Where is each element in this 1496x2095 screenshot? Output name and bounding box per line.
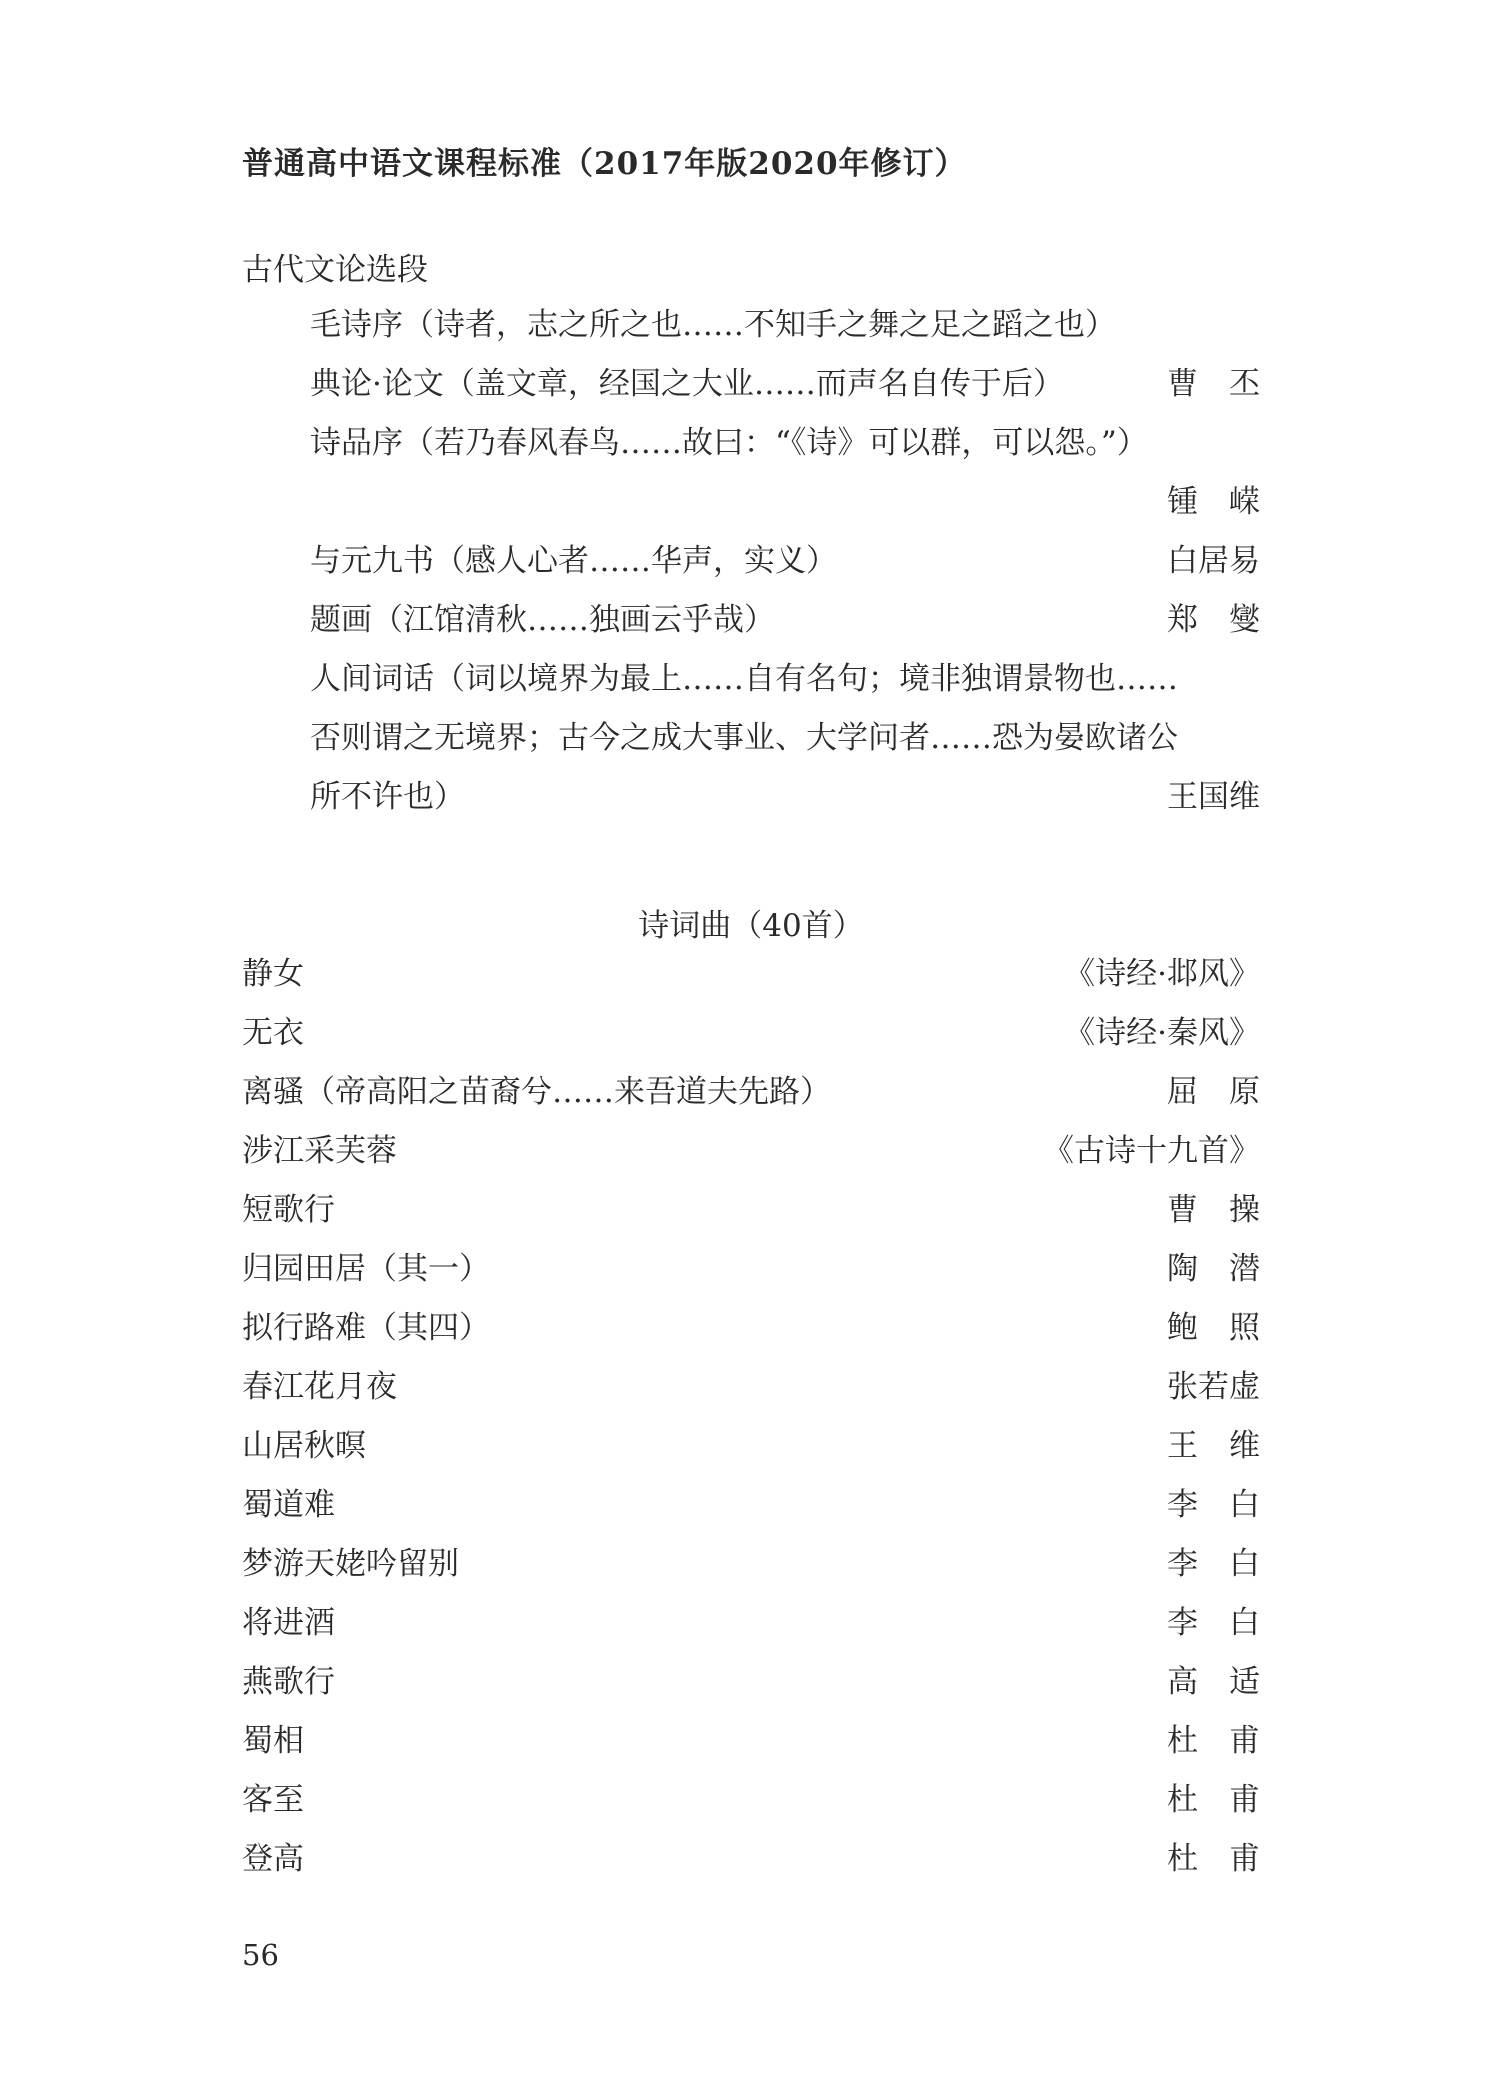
list-item	[242, 1190, 1260, 1230]
list-item	[242, 600, 1260, 640]
poem-title: 燕歌行	[242, 1664, 335, 1700]
poem-author: 鲍 照	[1167, 1310, 1260, 1346]
poem-author: 杜 甫	[1167, 1723, 1260, 1759]
poem-author: 李 白	[1167, 1605, 1260, 1641]
list-item	[242, 1308, 1260, 1348]
poem-title: 山居秋暝	[242, 1428, 366, 1464]
entry-title: 诗品序（若乃春风春鸟……故曰：“《诗》可以群，可以怨。”）	[310, 425, 1148, 461]
entry-author: 曹 丕	[1167, 366, 1260, 402]
list-item	[242, 1603, 1260, 1643]
poem-title: 将进酒	[242, 1605, 335, 1641]
entry-title: 典论·论文（盖文章，经国之大业……而声名自传于后）	[310, 366, 1064, 402]
poem-author: 杜 甫	[1167, 1841, 1260, 1877]
poem-title: 归园田居（其一）	[242, 1251, 490, 1287]
list-item	[242, 364, 1260, 404]
poem-title: 拟行路难（其四）	[242, 1310, 490, 1346]
list-item	[242, 954, 1260, 994]
poem-title: 静女	[242, 956, 304, 992]
list-item	[242, 1072, 1260, 1112]
list-item	[242, 1839, 1260, 1879]
list-item	[242, 482, 1260, 522]
list-item	[242, 659, 1260, 699]
list-item	[242, 1662, 1260, 1702]
list-item	[242, 1485, 1260, 1525]
poem-author: 杜 甫	[1167, 1782, 1260, 1818]
poem-title: 离骚（帝高阳之苗裔兮……来吾道夫先路）	[242, 1074, 831, 1110]
poem-title: 客至	[242, 1782, 304, 1818]
poem-author: 屈 原	[1167, 1074, 1260, 1110]
poem-title: 涉江采芙蓉	[242, 1133, 397, 1169]
poem-title: 春江花月夜	[242, 1369, 397, 1405]
list-item	[242, 777, 1260, 817]
poem-title: 无衣	[242, 1015, 304, 1051]
poem-title: 蜀相	[242, 1723, 304, 1759]
poem-author: 高 适	[1167, 1664, 1260, 1700]
list-item	[242, 541, 1260, 581]
running-header: 普通高中语文课程标准（2017年版2020年修订）	[242, 146, 967, 182]
poem-title: 登高	[242, 1841, 304, 1877]
list-item	[242, 305, 1260, 345]
poem-title: 梦游天姥吟留别	[242, 1546, 459, 1582]
section-title: 古代文论选段	[242, 252, 428, 288]
list-item	[242, 1426, 1260, 1466]
list-item	[242, 718, 1260, 758]
list-item	[242, 423, 1260, 463]
entry-title: 人间词话（词以境界为最上……自有名句；境非独谓景物也……	[310, 661, 1178, 697]
entry-title: 否则谓之无境界；古今之成大事业、大学问者……恐为晏欧诸公	[310, 720, 1178, 756]
poem-author: 《古诗十九首》	[1043, 1133, 1260, 1169]
entry-author: 王国维	[1167, 779, 1260, 815]
poem-author: 《诗经·秦风》	[1064, 1015, 1260, 1051]
list-item	[242, 1367, 1260, 1407]
list-item	[242, 1013, 1260, 1053]
poem-author: 王 维	[1167, 1428, 1260, 1464]
list-item	[242, 1131, 1260, 1171]
entry-author: 白居易	[1167, 543, 1260, 579]
entry-author: 郑 燮	[1167, 602, 1260, 638]
list-item	[242, 1721, 1260, 1761]
list-item	[242, 1544, 1260, 1584]
entry-title: 与元九书（感人心者……华声，实义）	[310, 543, 837, 579]
poem-author: 李 白	[1167, 1487, 1260, 1523]
list-item	[242, 1780, 1260, 1820]
poem-author: 张若虚	[1167, 1369, 1260, 1405]
poem-author: 李 白	[1167, 1546, 1260, 1582]
entry-title: 毛诗序（诗者，志之所之也……不知手之舞之足之蹈之也）	[310, 307, 1116, 343]
entry-title: 所不许也）	[310, 779, 465, 815]
page-number: 56	[242, 1938, 279, 1972]
section-subheading: 诗词曲（40首）	[638, 908, 864, 944]
poem-author: 《诗经·邶风》	[1064, 956, 1260, 992]
poem-title: 蜀道难	[242, 1487, 335, 1523]
list-item	[242, 1249, 1260, 1289]
poem-author: 陶 潜	[1167, 1251, 1260, 1287]
poem-title: 短歌行	[242, 1192, 335, 1228]
entry-title: 题画（江馆清秋……独画云乎哉）	[310, 602, 775, 638]
entry-author: 锺 嵘	[1167, 484, 1260, 520]
poem-author: 曹 操	[1167, 1192, 1260, 1228]
